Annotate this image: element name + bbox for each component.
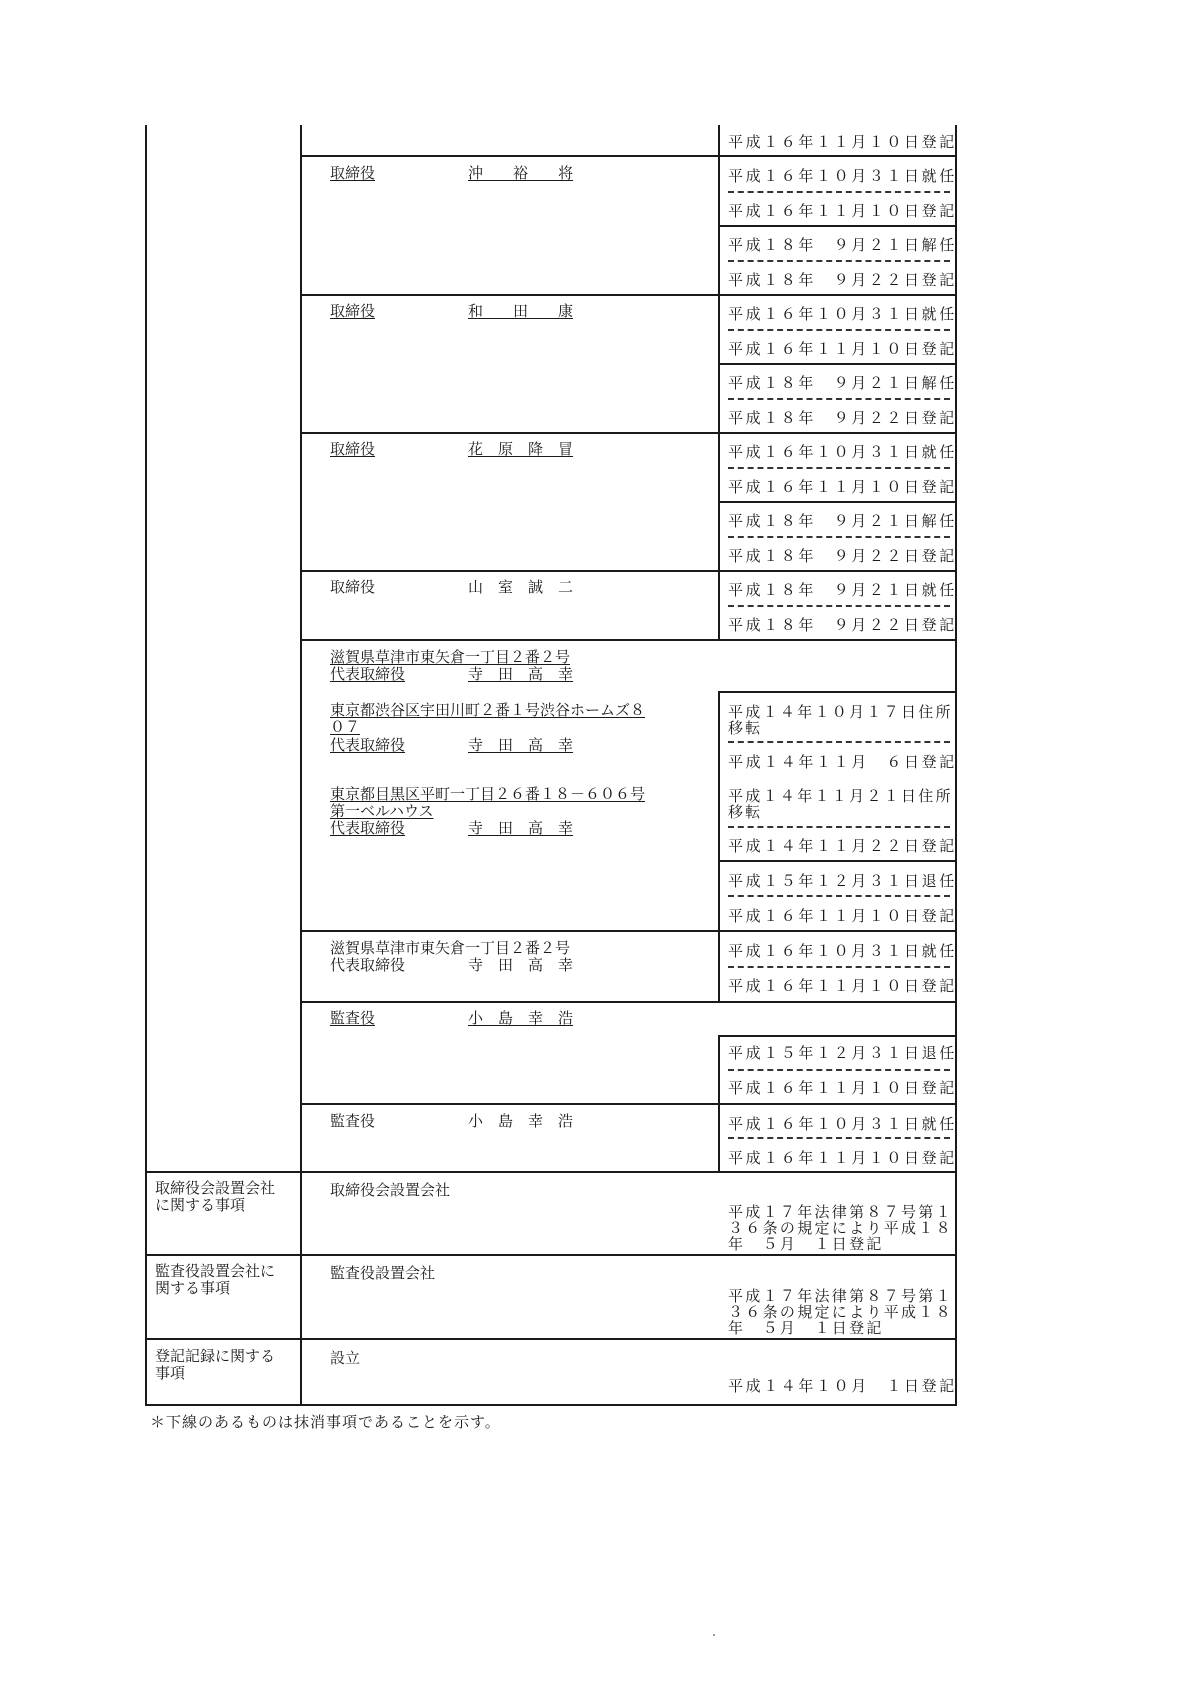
registration-date: 平成１６年１１月１０日登記 (728, 340, 957, 358)
registration-date: 平成１８年 ９月２２日登記 (728, 409, 957, 427)
scan-speck (713, 1634, 715, 1636)
row-separator (145, 1171, 957, 1173)
rep-name: 寺 田 高 幸 (468, 736, 574, 754)
registration-date: 平成１６年１１月１０日登記 (728, 133, 957, 151)
date-cell-separator (718, 691, 957, 693)
row-separator (300, 1103, 957, 1105)
row-separator (300, 1001, 957, 1003)
section-label: 取締役会設置会社 (155, 1179, 276, 1197)
section-content: 取締役会設置会社 (330, 1181, 451, 1199)
date-cell-separator (718, 860, 957, 862)
registration-date: 平成１４年１１月 ６日登記 (728, 753, 957, 771)
date-cell-separator (718, 363, 957, 365)
table-bottom-border (145, 1404, 957, 1406)
section-registration-date: 平成１７年法律第８７号第１３６条の規定により平成１８年 ５月 １日登記 (728, 1287, 953, 1337)
appointment-date: 平成１６年１０月３１日就任 (728, 1115, 957, 1133)
row-separator (145, 1338, 957, 1340)
officer-name: 花 原 降 冒 (468, 440, 574, 458)
auditor-name: 小 島 幸 浩 (468, 1009, 574, 1027)
registration-date: 平成１６年１１月１０日登記 (728, 1149, 957, 1167)
section-content: 設立 (330, 1349, 361, 1367)
date-pair-dash (728, 1069, 950, 1071)
date-cell-separator (718, 501, 957, 503)
rep-address: 滋賀県草津市東矢倉一丁目２番２号 (330, 939, 571, 957)
date-pair-dash (728, 605, 950, 607)
officer-name: 沖 裕 将 (468, 164, 574, 182)
section-label: 事項 (155, 1364, 186, 1382)
rep-address: 滋賀県草津市東矢倉一丁目２番２号 (330, 648, 571, 666)
officer-role: 取締役 (330, 302, 376, 320)
registration-date: 平成１６年１１月１０日登記 (728, 907, 957, 925)
appointment-date: 平成１６年１０月３１日就任 (728, 305, 957, 323)
row-separator (300, 639, 957, 641)
registration-date: 平成１６年１１月１０日登記 (728, 977, 957, 995)
date-cell-separator (718, 225, 957, 227)
registration-date: 平成１８年 ９月２２日登記 (728, 547, 957, 565)
officer-name: 和 田 康 (468, 302, 574, 320)
resignation-date: 平成１５年１２月３１日退任 (728, 872, 957, 890)
appointment-date: 平成１６年１０月３１日就任 (728, 443, 957, 461)
date-pair-dash (728, 741, 950, 743)
rep-address: ０７ (330, 718, 361, 736)
row-separator (300, 432, 957, 434)
rep-role: 代表取締役 (330, 665, 406, 683)
rep-role: 代表取締役 (330, 956, 406, 974)
rep-role: 代表取締役 (330, 819, 406, 837)
registration-date: 平成１６年１１月１０日登記 (728, 1079, 957, 1097)
row-separator (145, 1254, 957, 1256)
dismissal-date: 平成１８年 ９月２１日解任 (728, 236, 957, 254)
date-pair-dash (728, 826, 950, 828)
footnote: ＊下線のあるものは抹消事項であることを示す。 (150, 1413, 501, 1431)
date-column-divider (718, 125, 720, 640)
date-pair-dash (728, 191, 950, 193)
date-pair-dash (728, 467, 950, 469)
date-cell-separator (718, 1035, 957, 1037)
section-label: に関する事項 (155, 1196, 246, 1214)
section-label: 関する事項 (155, 1279, 231, 1297)
auditor-role: 監査役 (330, 1009, 376, 1027)
registration-date: 平成１６年１１月１０日登記 (728, 202, 957, 220)
date-pair-dash (728, 398, 950, 400)
rep-name: 寺 田 高 幸 (468, 956, 574, 974)
row-separator (300, 155, 957, 157)
section-label: 監査役設置会社に (155, 1262, 276, 1280)
row-separator (300, 930, 957, 932)
appointment-date: 平成１８年 ９月２１日就任 (728, 581, 957, 599)
date-pair-dash (728, 536, 950, 538)
rep-name: 寺 田 高 幸 (468, 665, 574, 683)
registration-date: 平成１８年 ９月２２日登記 (728, 271, 957, 289)
section-registration-date: 平成１４年１０月 １日登記 (728, 1377, 957, 1395)
section-content: 監査役設置会社 (330, 1264, 436, 1282)
rep-name: 寺 田 高 幸 (468, 819, 574, 837)
date-pair-dash (728, 966, 950, 968)
row-separator (300, 570, 957, 572)
date-column-divider (718, 692, 720, 1002)
appointment-date: 平成１６年１０月３１日就任 (728, 942, 957, 960)
rep-address: 東京都目黒区平町一丁目２６番１８－６０６号 (330, 785, 646, 803)
date-pair-dash (728, 895, 950, 897)
section-registration-date: 平成１７年法律第８７号第１３６条の規定により平成１８年 ５月 １日登記 (728, 1203, 953, 1253)
rep-address: 東京都渋谷区宇田川町２番１号渋谷ホームズ８ (330, 701, 646, 719)
left-border (145, 125, 147, 1405)
row-separator (300, 294, 957, 296)
registration-date: 平成１６年１１月１０日登記 (728, 478, 957, 496)
officer-role: 取締役 (330, 440, 376, 458)
address-change-date: 平成１４年１０月１７日住所移転 (728, 703, 953, 737)
dismissal-date: 平成１８年 ９月２１日解任 (728, 512, 957, 530)
officer-name: 山 室 誠 二 (468, 578, 574, 596)
rep-address: 第一ベルハウス (330, 802, 434, 820)
section-label: 登記記録に関する (155, 1347, 276, 1365)
date-pair-dash (728, 1137, 950, 1139)
officer-role: 取締役 (330, 164, 376, 182)
appointment-date: 平成１６年１０月３１日就任 (728, 167, 957, 185)
label-column-divider (300, 125, 302, 1405)
registration-date: 平成１８年 ９月２２日登記 (728, 616, 957, 634)
auditor-role: 監査役 (330, 1112, 376, 1130)
date-pair-dash (728, 260, 950, 262)
dismissal-date: 平成１８年 ９月２１日解任 (728, 374, 957, 392)
registration-date: 平成１４年１１月２２日登記 (728, 837, 957, 855)
date-pair-dash (728, 329, 950, 331)
rep-role: 代表取締役 (330, 736, 406, 754)
address-change-date: 平成１４年１１月２１日住所移転 (728, 787, 953, 821)
resignation-date: 平成１５年１２月３１日退任 (728, 1044, 957, 1062)
officer-role: 取締役 (330, 578, 376, 596)
auditor-name: 小 島 幸 浩 (468, 1112, 574, 1130)
